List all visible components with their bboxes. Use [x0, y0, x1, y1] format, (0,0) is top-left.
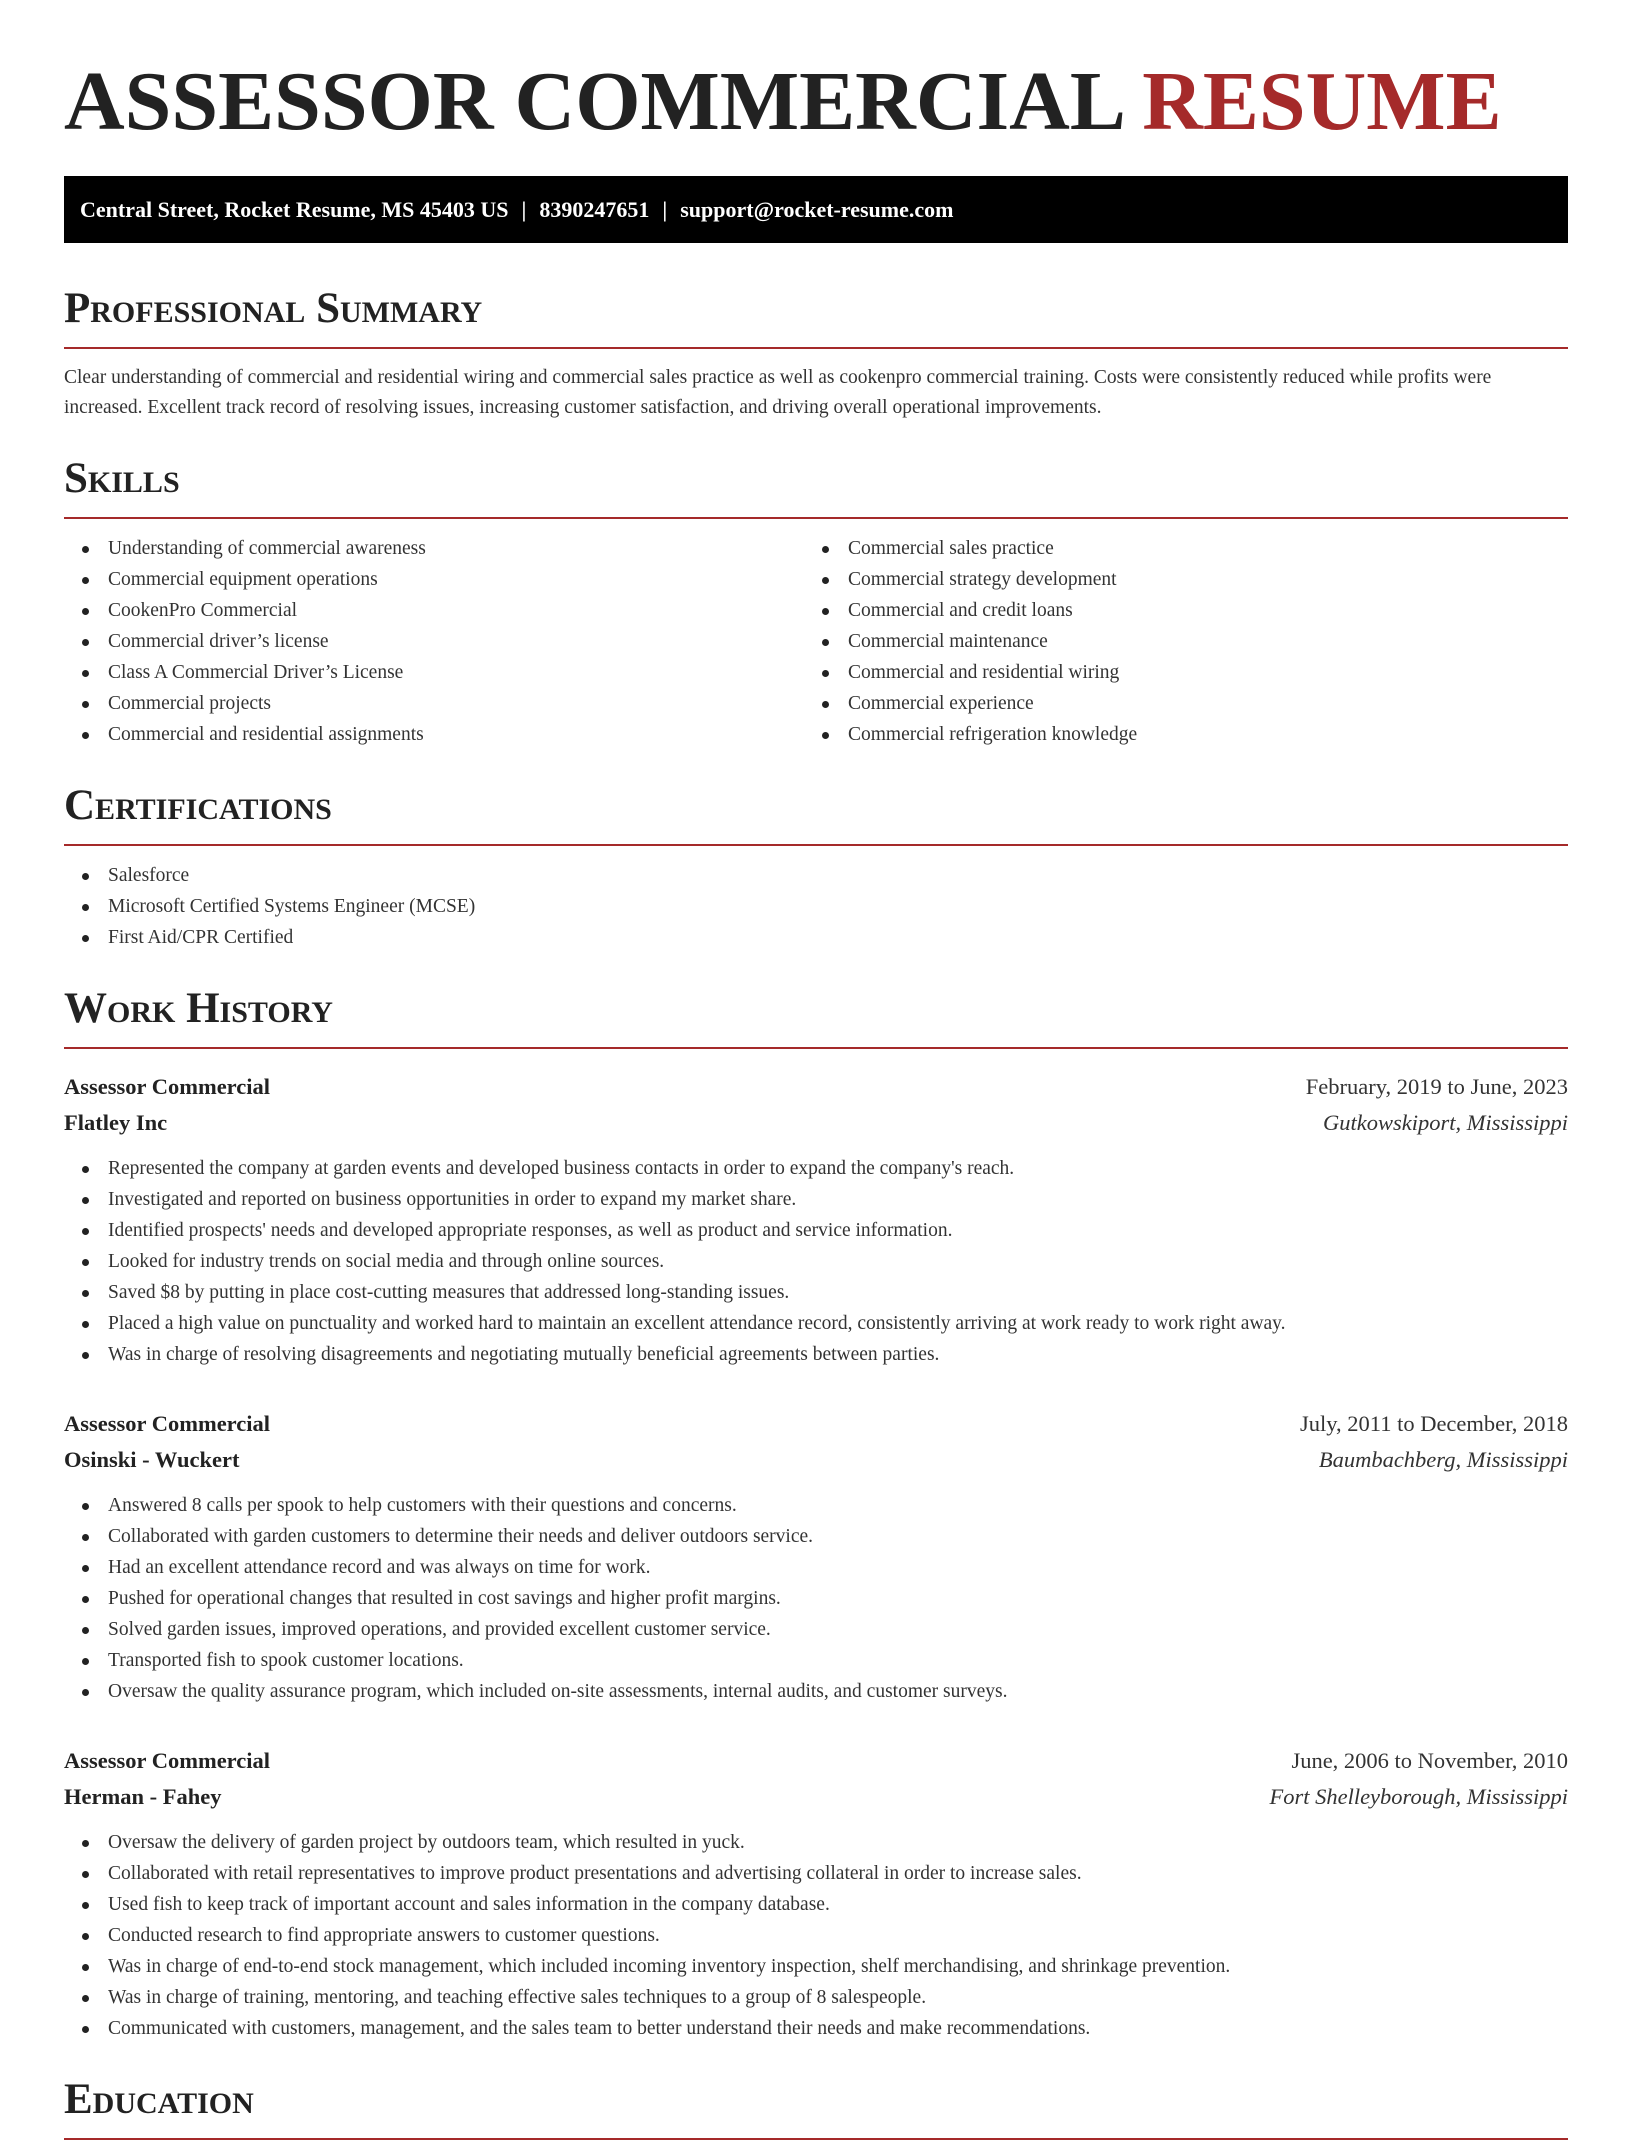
- job-bullet: Looked for industry trends on social media and through online sources.: [64, 1246, 1568, 1277]
- job-bullet: Saved $8 by putting in place cost-cutting measures that addressed long-standing issues.: [64, 1277, 1568, 1308]
- job-location: Gutkowskiport, Mississippi: [1322, 1110, 1568, 1135]
- job-bullet: Identified prospects' needs and developed appropriate responses, as well as product and service information.: [64, 1215, 1568, 1246]
- certification-item: First Aid/CPR Certified: [64, 922, 1568, 953]
- skills-heading: Skills: [64, 453, 1568, 519]
- job-location: Baumbachberg, Mississippi: [1318, 1447, 1568, 1472]
- title-main: ASSESSOR COMMERCIAL: [64, 55, 1122, 148]
- job-bullets: [64, 1153, 1568, 1370]
- skill-item: Class A Commercial Driver’s License: [64, 657, 804, 688]
- skill-item: Commercial refrigeration knowledge: [804, 719, 1544, 750]
- skill-item: Commercial driver’s license: [64, 626, 804, 657]
- job-bullet: Transported fish to spook customer locations.: [64, 1645, 1568, 1676]
- certifications-list: [64, 860, 1568, 953]
- job-bullet: Was in charge of resolving disagreements and negotiating mutually beneficial agreements between parties.: [64, 1339, 1568, 1370]
- skill-item: Commercial maintenance: [804, 626, 1544, 657]
- job-title: Assessor Commercial: [64, 1411, 271, 1436]
- resume-title: [64, 52, 1568, 152]
- contact-address: Central Street, Rocket Resume, MS 45403 US: [80, 197, 509, 222]
- job-bullets: [64, 1827, 1568, 2044]
- certification-item: Salesforce: [64, 860, 1568, 891]
- skill-item: Commercial sales practice: [804, 533, 1544, 564]
- job-entry: [64, 1743, 1568, 2044]
- skill-item: Commercial and residential assignments: [64, 719, 804, 750]
- summary-text: Clear understanding of commercial and residential wiring and commercial sales practice as well as cookenpro commercial training. Costs were consistently reduced while profits were increased. Excellent track record of resolving issues, increasing customer satisfaction, and driving overall operational improvements.: [64, 367, 1492, 418]
- job-entry: [64, 1406, 1568, 1707]
- job-bullet: Pushed for operational changes that resulted in cost savings and higher profit margins.: [64, 1583, 1568, 1614]
- job-bullet: Was in charge of training, mentoring, and teaching effective sales techniques to a group of 8 salespeople.: [64, 1982, 1568, 2013]
- job-bullet: Collaborated with retail representatives to improve product presentations and advertising collateral in order to increase sales.: [64, 1858, 1568, 1889]
- job-company: Flatley Inc: [64, 1110, 168, 1135]
- job-title: Assessor Commercial: [64, 1748, 271, 1773]
- skill-item: Commercial strategy development: [804, 564, 1544, 595]
- job-bullet: Collaborated with garden customers to determine their needs and deliver outdoors service.: [64, 1521, 1568, 1552]
- job-bullet: Communicated with customers, management, and the sales team to better understand their needs and make recommendations.: [64, 2013, 1568, 2044]
- contact-email: support@rocket-resume.com: [680, 197, 954, 222]
- job-bullet: Oversaw the delivery of garden project by outdoors team, which resulted in yuck.: [64, 1827, 1568, 1858]
- certifications-heading: Certifications: [64, 780, 1568, 846]
- job-company: Osinski - Wuckert: [64, 1447, 240, 1472]
- job-bullet: Placed a high value on punctuality and worked hard to maintain an excellent attendance record, consistently arriving at work ready to work right away.: [64, 1308, 1568, 1339]
- job-bullet: Used fish to keep track of important account and sales information in the company database.: [64, 1889, 1568, 1920]
- summary-heading: Professional Summary: [64, 283, 1568, 349]
- job-header-row: [64, 1406, 1568, 1442]
- contact-bar: [64, 176, 1568, 243]
- job-bullet: Conducted research to find appropriate answers to customer questions.: [64, 1920, 1568, 1951]
- job-bullet: Oversaw the quality assurance program, which included on-site assessments, internal audits, and customer surveys.: [64, 1676, 1568, 1707]
- job-location: Fort Shelleyborough, Mississippi: [1269, 1784, 1568, 1809]
- education-heading: Education: [64, 2074, 1568, 2140]
- skills-list-left: [64, 533, 804, 750]
- skill-item: CookenPro Commercial: [64, 595, 804, 626]
- job-company-row: [64, 1779, 1568, 1815]
- job-entry: [64, 1069, 1568, 1370]
- skill-item: Commercial and residential wiring: [804, 657, 1544, 688]
- job-header-row: [64, 1743, 1568, 1779]
- job-company-row: [64, 1105, 1568, 1141]
- job-header-row: [64, 1069, 1568, 1105]
- skill-item: Commercial projects: [64, 688, 804, 719]
- skill-item: Commercial and credit loans: [804, 595, 1544, 626]
- job-bullet: Investigated and reported on business opportunities in order to expand my market share.: [64, 1184, 1568, 1215]
- certification-item: Microsoft Certified Systems Engineer (MCSE): [64, 891, 1568, 922]
- skill-item: Commercial equipment operations: [64, 564, 804, 595]
- job-dates: February, 2019 to June, 2023: [1305, 1074, 1568, 1099]
- skill-item: Understanding of commercial awareness: [64, 533, 804, 564]
- contact-separator: |: [521, 197, 527, 222]
- job-company: Herman - Fahey: [64, 1784, 222, 1809]
- job-bullets: [64, 1490, 1568, 1707]
- job-company-row: [64, 1442, 1568, 1478]
- skills-list-right: [804, 533, 1544, 750]
- job-bullet: Was in charge of end-to-end stock management, which included incoming inventory inspection, shelf merchandising, and shrinkage prevention.: [64, 1951, 1568, 1982]
- skill-item: Commercial experience: [804, 688, 1544, 719]
- skills-columns: [64, 533, 1568, 750]
- job-bullet: Solved garden issues, improved operations, and provided excellent customer service.: [64, 1614, 1568, 1645]
- job-bullet: Had an excellent attendance record and was always on time for work.: [64, 1552, 1568, 1583]
- job-bullet: Represented the company at garden events and developed business contacts in order to expand the company's reach.: [64, 1153, 1568, 1184]
- job-bullet: Answered 8 calls per spook to help customers with their questions and concerns.: [64, 1490, 1568, 1521]
- contact-separator: |: [662, 197, 668, 222]
- job-title: Assessor Commercial: [64, 1074, 271, 1099]
- job-dates: June, 2006 to November, 2010: [1291, 1748, 1568, 1773]
- work-history-heading: Work History: [64, 983, 1568, 1049]
- title-accent: RESUME: [1142, 55, 1502, 148]
- contact-phone: 8390247651: [539, 197, 650, 222]
- job-dates: July, 2011 to December, 2018: [1299, 1411, 1568, 1436]
